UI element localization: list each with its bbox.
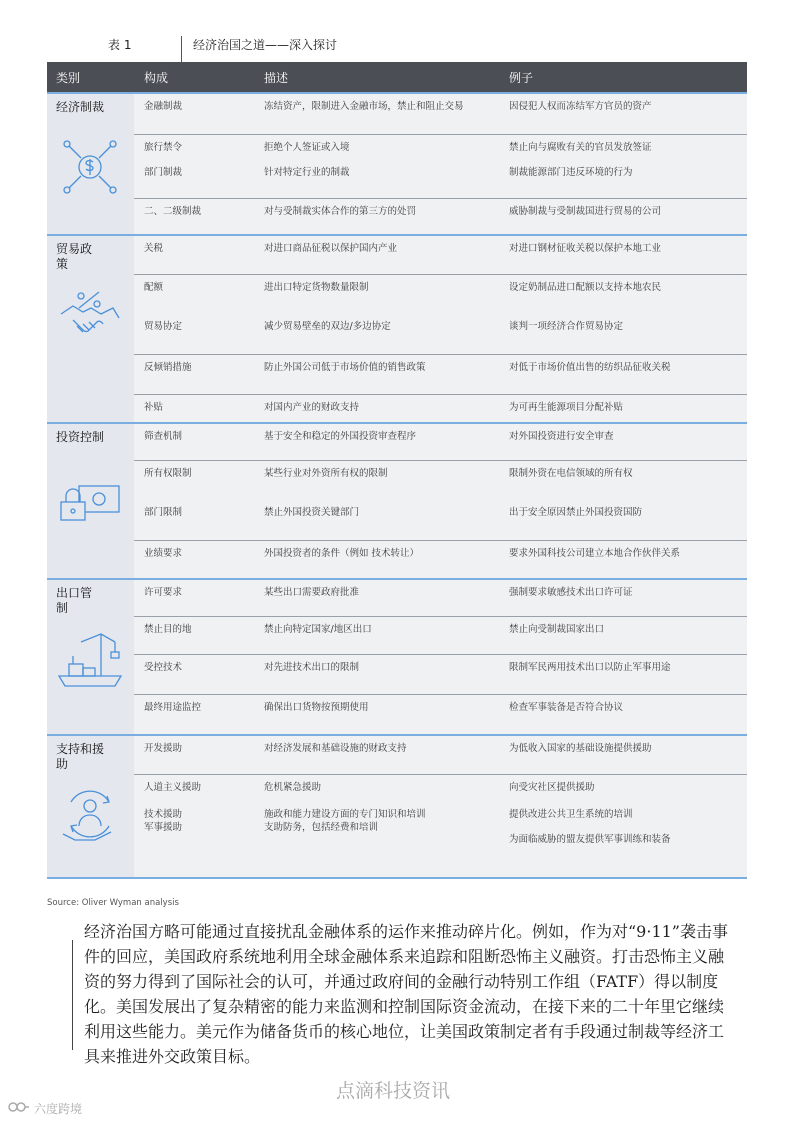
cell-description: 对进口商品征税以保护国内产业 <box>264 243 398 254</box>
table-row <box>134 540 747 559</box>
table-number: 表 1 <box>108 38 132 52</box>
cell-example: 制裁能源部门违反环境的行为 <box>509 167 633 178</box>
cell-example: 对外国投资进行安全审查 <box>509 431 614 442</box>
cell-example: 为可再生能源项目分配补贴 <box>509 402 624 413</box>
watermark-center: 点滴科技资讯 <box>336 1080 451 1102</box>
category-cell <box>47 736 134 879</box>
cell-description: 外国投资者的条件（例如 技术转让） <box>264 548 420 559</box>
lock-money-icon <box>57 470 123 536</box>
col-header-component: 构成 <box>144 70 169 85</box>
cell-example: 强制要求敏感技术出口许可证 <box>509 587 633 598</box>
table-bottom-rule <box>47 877 747 879</box>
cell-example: 威胁制裁与受制裁国进行贸易的公司 <box>509 206 662 217</box>
cell-description-line: 施政和能力建设方面的专门知识和培训 <box>264 809 426 820</box>
table-group-investment-control <box>47 422 747 578</box>
cell-component <box>144 808 239 834</box>
cell-component: 金融制裁 <box>144 101 183 112</box>
cell-component: 所有权限制 <box>144 468 192 479</box>
cell-component: 旅行禁令 <box>144 142 183 153</box>
table-row <box>134 198 747 217</box>
table-row <box>134 616 747 635</box>
table-row <box>134 774 747 793</box>
col-header-example: 例子 <box>509 70 534 85</box>
cell-component: 补贴 <box>144 402 164 413</box>
cell-description: 对先进技术出口的限制 <box>264 662 360 673</box>
cell-example: 限制军民两用技术出口以防止军事用途 <box>509 662 671 673</box>
cell-example-line: 提供改进公共卫生系统的培训 <box>509 809 633 820</box>
table-row <box>134 354 747 373</box>
cell-description: 某些行业对外资所有权的限制 <box>264 468 388 479</box>
cell-description: 防止外国公司低于市场价值的销售政策 <box>264 362 426 373</box>
cell-description: 禁止外国投资关键部门 <box>264 507 360 518</box>
table-header-row <box>47 62 747 92</box>
paragraph-side-rule <box>72 940 73 1050</box>
cell-description: 确保出口货物按预期使用 <box>264 702 369 713</box>
cell-example: 向受灾社区提供援助 <box>509 782 595 793</box>
cell-example: 出于安全原因禁止外国投资国防 <box>509 507 643 518</box>
cell-example: 检查军事装备是否符合协议 <box>509 702 624 713</box>
table-row <box>134 654 747 673</box>
cell-component: 贸易协定 <box>144 321 183 332</box>
category-cell <box>47 580 134 734</box>
cell-description: 对与受制裁实体合作的第三方的处罚 <box>264 206 417 217</box>
cell-component: 最终用途监控 <box>144 702 202 713</box>
cell-component: 受控技术 <box>144 662 183 673</box>
category-cell <box>47 424 134 578</box>
cell-component: 二、二级制裁 <box>144 206 202 217</box>
cell-description: 减少贸易壁垒的双边/多边协定 <box>264 321 391 332</box>
cell-example: 禁止向受制裁国家出口 <box>509 624 605 635</box>
cell-description: 禁止向特定国家/地区出口 <box>264 624 372 635</box>
category-label: 出口管制 <box>56 586 93 615</box>
body-paragraph-text: 经济治国方略可能通过直接扰乱金融体系的运作来推动碎片化。例如，作为对“9·11”袭击事件的回应，美国政府系统地利用全球金融体系来追踪和阻断恐怖主义融资。打击恐怖主义融资的努力得到了国际社会的认可，并通过政府间的金融行动特别工作组（FATF）得以制度化。美国发展出了复杂精密的能力来监测和控制国际资金流动，在接下来的二十年里它继续利用这些能力。美元作为储备货币的核心地位，让美国政策制定者有手段通过制裁等经济工具来推进外交政策目标。 <box>84 922 728 1066</box>
table-title: 经济治国之道——深入探讨 <box>193 38 338 52</box>
cell-example: 限制外资在电信领域的所有权 <box>509 468 633 479</box>
cell-description: 针对特定行业的制裁 <box>264 167 350 178</box>
table-row <box>134 694 747 713</box>
cell-description: 拒绝个人签证或入境 <box>264 142 350 153</box>
table-row <box>134 394 747 413</box>
category-cell <box>47 94 134 234</box>
cell-component-line: 技术援助 <box>144 809 183 820</box>
watermark-corner <box>8 1100 82 1117</box>
dollar-network-icon <box>57 134 123 200</box>
category-label: 贸易政策 <box>56 242 93 271</box>
body-paragraph <box>84 919 732 1069</box>
category-label: 投资控制 <box>56 430 105 444</box>
category-cell <box>47 236 134 422</box>
table-row <box>134 460 747 479</box>
cell-component: 筛查机制 <box>144 431 183 442</box>
table-row <box>134 274 747 293</box>
cell-component: 配额 <box>144 282 164 293</box>
cell-description-line: 支助防务，包括经费和培训 <box>264 822 379 833</box>
table-group-export-control <box>47 578 747 734</box>
cell-component: 许可要求 <box>144 587 183 598</box>
table-group-trade-policy <box>47 234 747 422</box>
handshake-icon <box>57 284 123 350</box>
cell-example: 禁止向与腐败有关的官员发放签证 <box>509 142 652 153</box>
cell-component: 业绩要求 <box>144 548 183 559</box>
cell-example: 为低收入国家的基础设施提供援助 <box>509 743 652 754</box>
category-label: 支持和援助 <box>56 742 105 771</box>
cell-component: 禁止目的地 <box>144 624 192 635</box>
cell-example: 设定奶制品进口配额以支持本地农民 <box>509 282 662 293</box>
col-header-category: 类别 <box>56 70 81 85</box>
table-group-support-aid <box>47 734 747 879</box>
cell-description: 危机紧急援助 <box>264 782 322 793</box>
cell-component: 反倾销措施 <box>144 362 192 373</box>
cell-example: 对低于市场价值出售的纺织品征收关税 <box>509 362 671 373</box>
classification-table <box>47 62 747 845</box>
table-row <box>134 134 747 153</box>
col-header-description: 描述 <box>264 70 289 85</box>
cell-description: 冻结资产，限制进入金融市场，禁止和阻止交易 <box>264 101 464 112</box>
cell-example: 谈判一项经济合作贸易协定 <box>509 321 624 332</box>
cell-description: 某些出口需要政府批准 <box>264 587 360 598</box>
table-group-economic-sanctions <box>47 92 747 234</box>
source-note: Source: Oliver Wyman analysis <box>47 898 179 908</box>
cell-description: 基于安全和稳定的外国投资审查程序 <box>264 431 417 442</box>
cell-description: 对国内产业的财政支持 <box>264 402 360 413</box>
watermark-corner-text: 六度跨境 <box>34 1102 83 1116</box>
cell-component: 部门制裁 <box>144 167 183 178</box>
cell-component: 部门限制 <box>144 507 183 518</box>
cell-description: 对经济发展和基础设施的财政支持 <box>264 743 407 754</box>
cell-description <box>264 808 474 834</box>
cell-component: 关税 <box>144 243 164 254</box>
cell-component-line: 军事援助 <box>144 822 183 833</box>
watermark-logo-icon <box>8 1100 30 1117</box>
cell-component: 人道主义援助 <box>144 782 202 793</box>
cell-example: 因侵犯人权而冻结军方官员的资产 <box>509 101 652 112</box>
cell-example: 对进口钢材征收关税以保护本地工业 <box>509 243 662 254</box>
cell-example-line: 为面临威胁的盟友提供军事训练和装备 <box>509 834 671 845</box>
category-label: 经济制裁 <box>56 100 105 114</box>
cell-description: 进出口特定货物数量限制 <box>264 282 369 293</box>
cell-component: 开发援助 <box>144 743 183 754</box>
crane-ship-icon <box>57 626 123 692</box>
header-divider <box>181 36 182 62</box>
person-hand-icon <box>57 782 123 848</box>
cell-example: 要求外国科技公司建立本地合作伙伴关系 <box>509 548 681 559</box>
cell-example <box>509 808 739 846</box>
